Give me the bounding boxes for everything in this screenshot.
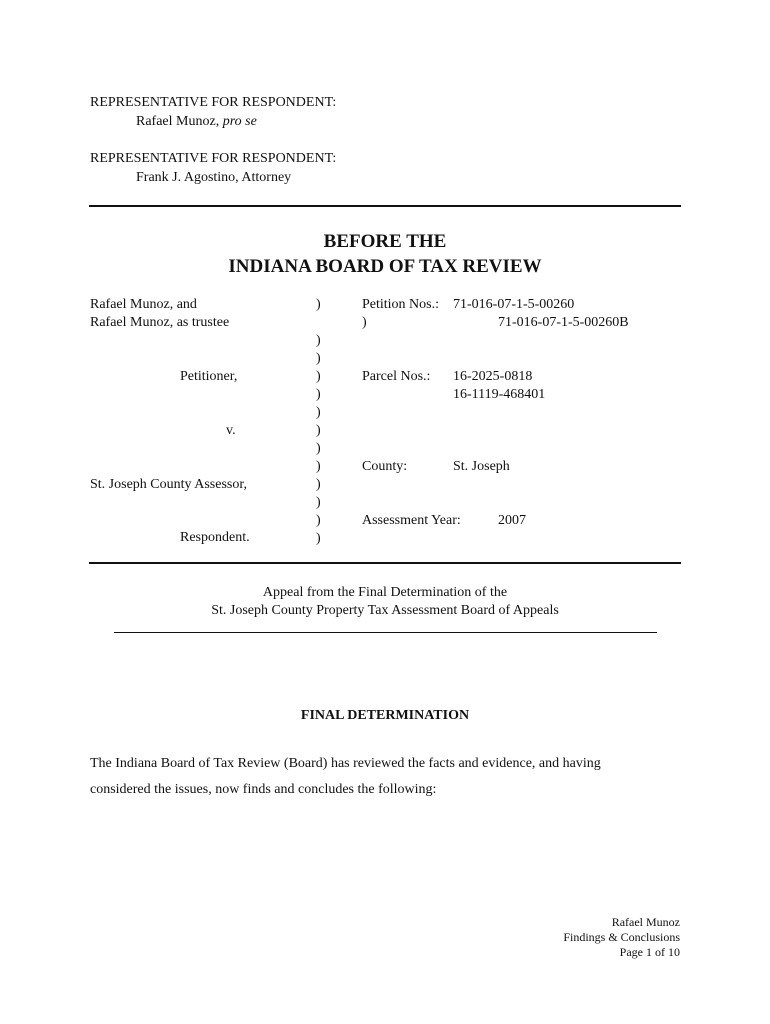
caption-paren: ) [316, 297, 321, 312]
petition-label: Petition Nos.: [362, 297, 440, 312]
final-determination-heading: FINAL DETERMINATION [300, 708, 470, 723]
caption-bottom-rule [89, 562, 681, 564]
representative-name-text: Rafael Munoz, [136, 114, 223, 129]
petition-number-2: 71-016-07-1-5-00260B [498, 315, 629, 330]
caption-paren: ) [316, 351, 321, 366]
caption-paren: ) [316, 405, 321, 420]
footer-page: Page 1 of 10 [619, 945, 680, 959]
top-rule [89, 205, 681, 207]
county-label: County: [362, 459, 408, 474]
caption-paren: ) [316, 531, 321, 546]
respondent-name: St. Joseph County Assessor, [90, 477, 247, 492]
parcel-number-2: 16-1119-468401 [453, 387, 546, 402]
body-line-2: considered the issues, now finds and concludes the following: [90, 782, 437, 797]
parcel-label: Parcel Nos.: [362, 369, 431, 384]
title-line-1: BEFORE THE [323, 231, 447, 252]
caption-paren: ) [316, 387, 321, 402]
appeal-underline [114, 632, 657, 633]
caption-paren: ) [362, 315, 367, 330]
caption-paren: ) [316, 441, 321, 456]
petitioner-name-1: Rafael Munoz, and [90, 297, 197, 312]
caption-paren: ) [316, 495, 321, 510]
footer-name: Rafael Munoz [611, 915, 680, 929]
footer-block [563, 915, 680, 960]
assessment-year-label: Assessment Year: [362, 513, 461, 528]
representative-qualifier: pro se [222, 114, 257, 129]
footer-section: Findings & Conclusions [563, 930, 680, 944]
caption-paren: ) [316, 513, 321, 528]
county-value: St. Joseph [453, 459, 510, 474]
caption-paren: ) [316, 369, 321, 384]
caption-paren: ) [316, 423, 321, 438]
appeal-line-1: Appeal from the Final Determination of the [262, 585, 508, 600]
respondent-label: Respondent. [180, 530, 250, 545]
caption-paren: ) [316, 333, 321, 348]
assessment-year-value: 2007 [498, 513, 526, 528]
representative-heading-1: REPRESENTATIVE FOR RESPONDENT: [90, 95, 337, 110]
caption-paren: ) [316, 459, 321, 474]
representative-name-1 [136, 113, 257, 131]
petition-number-1: 71-016-07-1-5-00260 [453, 297, 575, 312]
representative-heading-2: REPRESENTATIVE FOR RESPONDENT: [90, 151, 337, 166]
petitioner-name-2: Rafael Munoz, as trustee [90, 315, 230, 330]
body-line-1: The Indiana Board of Tax Review (Board) has reviewed the facts and evidence, and having [90, 756, 601, 771]
petitioner-label: Petitioner, [180, 369, 238, 384]
versus-label: v. [226, 423, 236, 438]
caption-paren: ) [316, 477, 321, 492]
appeal-line-2: St. Joseph County Property Tax Assessment Board of Appeals [211, 603, 559, 618]
title-line-2: INDIANA BOARD OF TAX REVIEW [228, 256, 542, 277]
parcel-number-1: 16-2025-0818 [453, 369, 533, 384]
representative-name-2: Frank J. Agostino, Attorney [136, 170, 292, 185]
